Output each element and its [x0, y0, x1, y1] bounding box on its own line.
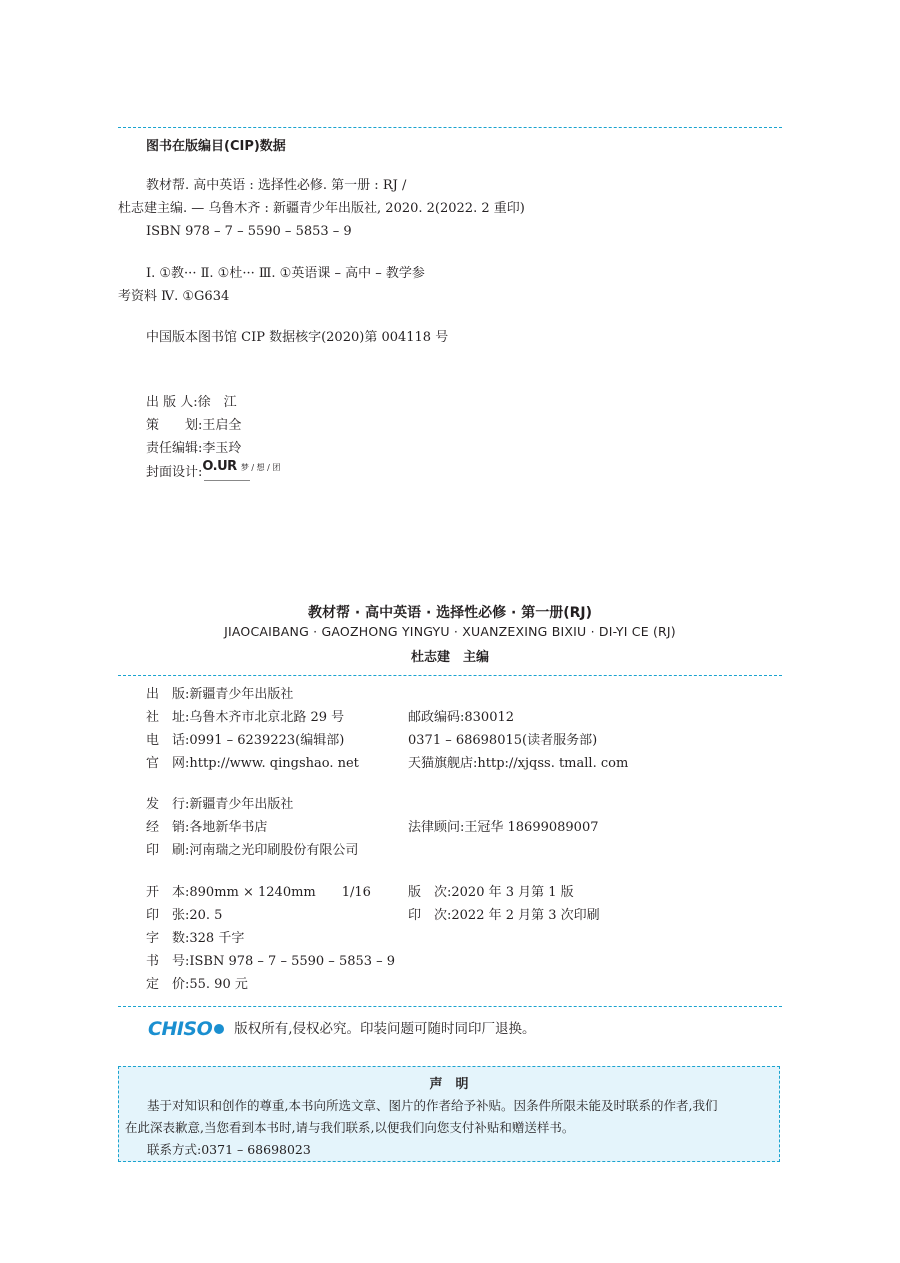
statement-title: 声 明	[429, 1077, 469, 1092]
info-isbn: 书 号:ISBN 978 – 7 – 5590 – 5853 – 9	[146, 954, 396, 969]
top-divider	[118, 127, 782, 128]
statement-box	[118, 1066, 780, 1162]
info-wordcount: 字 数:328 千字	[146, 931, 245, 946]
info-printer: 印 刷:河南瑞之光印刷股份有限公司	[146, 843, 359, 858]
credit-value: 李玉玲	[202, 441, 242, 456]
cip-title: 图书在版编目(CIP)数据	[146, 139, 286, 154]
credit-label: 出 版 人	[146, 395, 194, 410]
copyright-text: 版权所有,侵权必究。印装问题可随时同印厂退换。	[234, 1021, 536, 1037]
info-tmall-store: 天猫旗舰店:http://xjqss. tmall. com	[408, 756, 629, 771]
chiso-logo-mark	[214, 1024, 224, 1034]
our-logo-text: O.UR	[202, 459, 237, 474]
info-format: 开 本:890mm × 1240mm 1/16	[146, 885, 371, 900]
info-seller: 经 销:各地新华书店	[146, 820, 268, 835]
credit-value: 王启全	[202, 418, 242, 433]
info-phone: 电 话:0991 – 6239223(编辑部)	[146, 733, 345, 748]
cip-line-1: 教材帮. 高中英语 : 选择性必修. 第一册 : RJ /	[146, 178, 407, 193]
book-title: 教材帮 · 高中英语 · 选择性必修 · 第一册(RJ)	[308, 605, 592, 621]
middle-divider	[118, 675, 782, 676]
statement-contact: 联系方式:0371 – 68698023	[147, 1142, 311, 1157]
info-postcode: 邮政编码:830012	[408, 710, 515, 725]
cip-line-4: Ⅰ. ①教··· Ⅱ. ①杜··· Ⅲ. ①英语课 – 高中 – 教学参	[146, 266, 425, 281]
credit-label: 策 划	[146, 418, 199, 433]
statement-line-1: 基于对知识和创作的尊重,本书向所选文章、图片的作者给予补贴。因条件所限未能及时联系的作者,我们	[147, 1098, 718, 1113]
credit-label: 封面设计	[146, 465, 199, 480]
book-pinyin: JIAOCAIBANG · GAOZHONG YINGYU · XUANZEXING BIXIU · DI-YI CE (RJ)	[224, 624, 676, 639]
cip-line-5: 考资料 Ⅳ. ①G634	[118, 289, 230, 304]
statement-line-2: 在此深表歉意,当您看到本书时,请与我们联系,以便我们向您支付补贴和赠送样书。	[125, 1120, 575, 1135]
info-legal-advisor: 法律顾问:王冠华 18699089007	[408, 820, 599, 835]
info-edition: 版 次:2020 年 3 月第 1 版	[408, 885, 574, 900]
lower-divider	[118, 1006, 782, 1007]
info-address: 社 址:乌鲁木齐市北京北路 29 号	[146, 710, 345, 725]
cip-line-3: ISBN 978 – 7 – 5590 – 5853 – 9	[146, 224, 352, 239]
credit-planning: 策 划:王启全	[146, 418, 242, 433]
our-logo-sub: 梦 / 想 / 团	[240, 463, 281, 472]
credit-label: 责任编辑	[146, 441, 199, 456]
info-website: 官 网:http://www. qingshao. net	[146, 756, 359, 771]
book-editor: 杜志建 主编	[410, 650, 489, 665]
credit-editor: 责任编辑:李玉玲	[146, 441, 242, 456]
cip-line-6: 中国版本图书馆 CIP 数据核字(2020)第 004118 号	[146, 330, 449, 345]
chiso-logo: CHISO	[148, 1018, 213, 1040]
our-logo-tiny-line	[204, 480, 250, 481]
cip-line-2: 杜志建主编. — 乌鲁木齐 : 新疆青少年出版社, 2020. 2(2022. 2 重印)	[118, 201, 525, 216]
credit-publisher: 出 版 人:徐 江	[146, 395, 237, 410]
credit-cover-design: 封面设计: O.UR 梦 / 想 / 团	[146, 462, 280, 483]
info-publisher: 出 版:新疆青少年出版社	[146, 687, 294, 702]
info-printing: 印 次:2022 年 2 月第 3 次印刷	[408, 908, 600, 923]
copyright-row	[148, 1016, 536, 1042]
info-distributor: 发 行:新疆青少年出版社	[146, 797, 294, 812]
info-sheets: 印 张:20. 5	[146, 908, 223, 923]
info-price: 定 价:55. 90 元	[146, 977, 248, 992]
info-reader-service: 0371 – 68698015(读者服务部)	[408, 733, 598, 748]
credit-value: 徐 江	[197, 395, 237, 410]
